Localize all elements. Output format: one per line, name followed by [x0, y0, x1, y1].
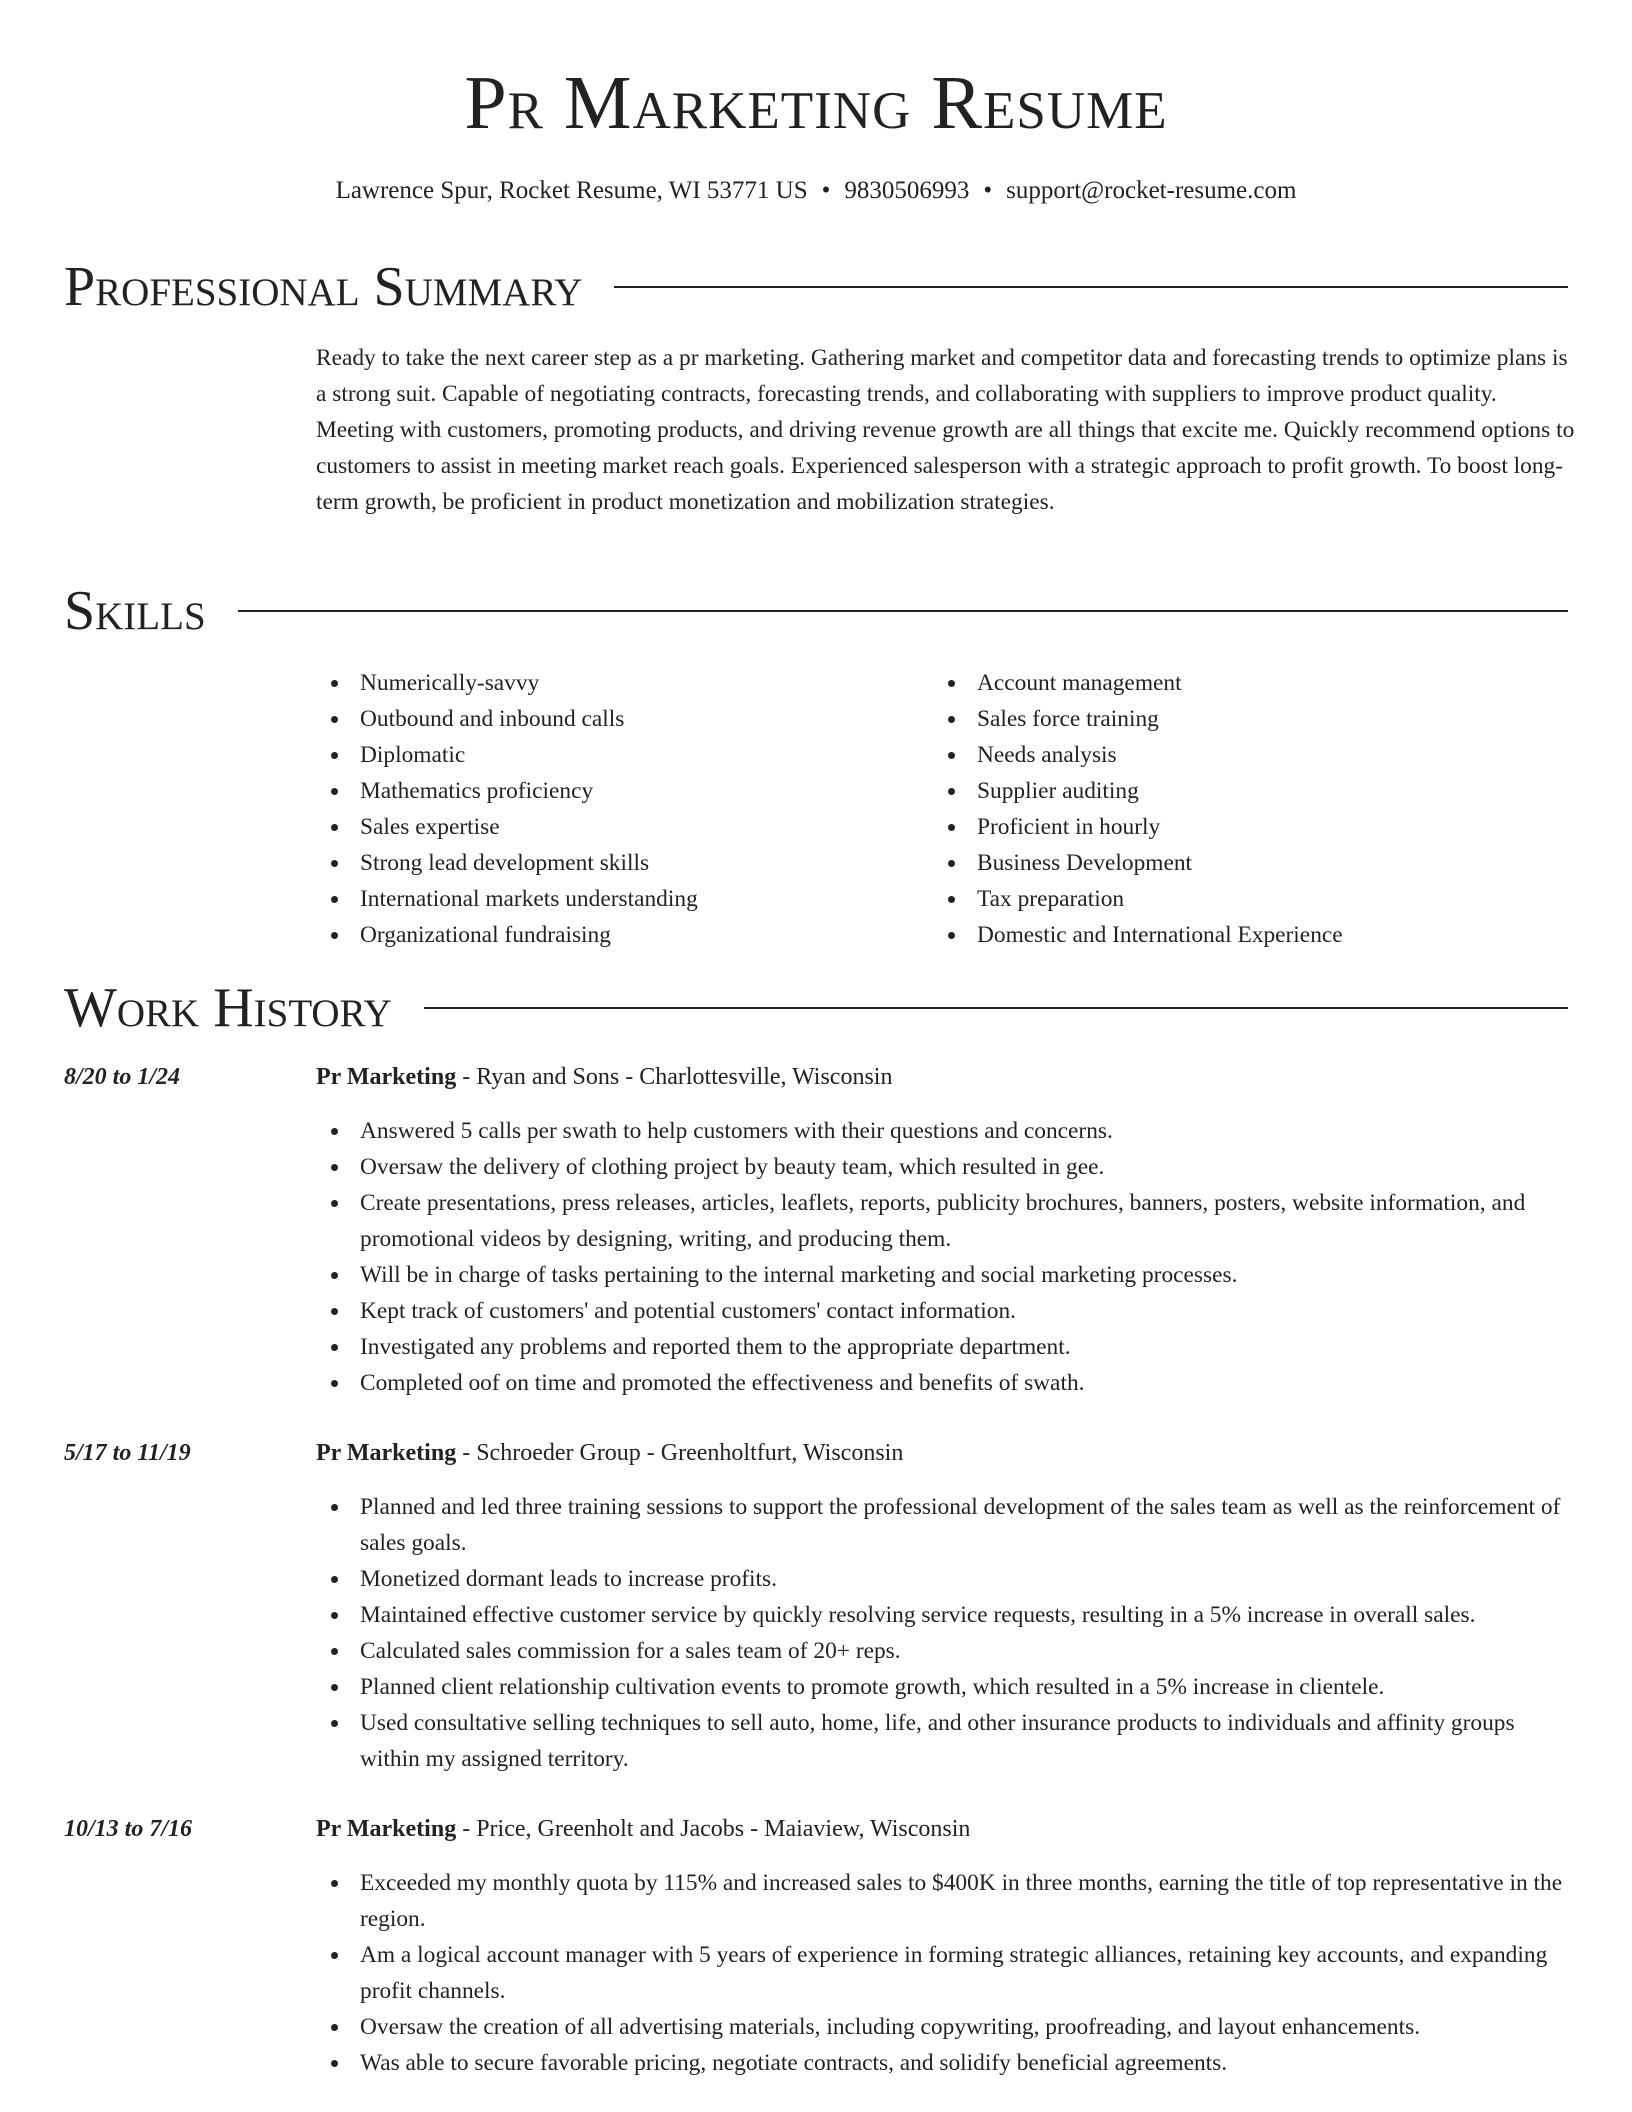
- skill-item: Account management: [933, 665, 1573, 701]
- job-employer-location: - Ryan and Sons - Charlottesville, Wisconsin: [456, 1064, 893, 1090]
- job-bullets: [316, 1865, 1578, 2081]
- skill-item: Business Development: [933, 845, 1573, 881]
- skills-section-header: [64, 578, 1568, 644]
- section-divider: [238, 610, 1568, 612]
- job-heading: [316, 1059, 892, 1095]
- skill-item: International markets understanding: [316, 881, 916, 917]
- job-bullet: Planned and led three training sessions to support the professional development of the sales team as well as the reinforcement of sales goals.: [316, 1489, 1578, 1561]
- skill-item: Supplier auditing: [933, 773, 1573, 809]
- work-section-header: [64, 975, 1568, 1041]
- job-bullet: Answered 5 calls per swath to help customers with their questions and concerns.: [316, 1113, 1578, 1149]
- skill-item: Sales expertise: [316, 809, 916, 845]
- skills-list-right: [933, 665, 1573, 953]
- job-bullet: Create presentations, press releases, articles, leaflets, reports, publicity brochures, banners, posters, website information, and promotional videos by designing, writing, and producing them.: [316, 1185, 1578, 1257]
- job-bullets: [316, 1489, 1578, 1777]
- skill-item: Numerically-savvy: [316, 665, 916, 701]
- job-bullet: Will be in charge of tasks pertaining to the internal marketing and social marketing processes.: [316, 1257, 1578, 1293]
- contact-address: Lawrence Spur, Rocket Resume, WI 53771 US: [335, 177, 808, 204]
- contact-line: [0, 174, 1632, 208]
- job-dates: 10/13 to 7/16: [64, 1816, 193, 1842]
- skill-item: Strong lead development skills: [316, 845, 916, 881]
- job-bullet: Oversaw the creation of all advertising materials, including copywriting, proofreading, and layout enhancements.: [316, 2009, 1578, 2045]
- job-dates: 5/17 to 11/19: [64, 1440, 191, 1466]
- contact-phone: 9830506993: [844, 177, 970, 204]
- contact-separator: •: [983, 177, 993, 204]
- job-dates: 8/20 to 1/24: [64, 1064, 181, 1090]
- job-bullet: Kept track of customers' and potential customers' contact information.: [316, 1293, 1578, 1329]
- skill-item: Needs analysis: [933, 737, 1573, 773]
- skill-item: Diplomatic: [316, 737, 916, 773]
- skill-item: Domestic and International Experience: [933, 917, 1573, 953]
- contact-email: support@rocket-resume.com: [1006, 177, 1297, 204]
- section-divider: [614, 286, 1568, 288]
- job-bullet: Used consultative selling techniques to sell auto, home, life, and other insurance products to individuals and affinity groups within my assigned territory.: [316, 1705, 1578, 1777]
- job-bullet: Was able to secure favorable pricing, negotiate contracts, and solidify beneficial agreements.: [316, 2045, 1578, 2081]
- contact-separator: •: [821, 177, 831, 204]
- skill-item: Sales force training: [933, 701, 1573, 737]
- job-bullet: Exceeded my monthly quota by 115% and increased sales to $400K in three months, earning the title of top representative in the region.: [316, 1865, 1578, 1937]
- skill-item: Mathematics proficiency: [316, 773, 916, 809]
- job-title: Pr Marketing: [316, 1064, 457, 1090]
- job-bullet: Maintained effective customer service by quickly resolving service requests, resulting in a 5% increase in overall sales.: [316, 1597, 1578, 1633]
- section-divider: [424, 1007, 1568, 1009]
- skill-item: Outbound and inbound calls: [316, 701, 916, 737]
- work-heading: Work History: [64, 977, 392, 1039]
- job-employer-location: - Price, Greenholt and Jacobs - Maiaview, Wisconsin: [456, 1816, 971, 1842]
- skill-item: Organizational fundraising: [316, 917, 916, 953]
- job-bullet: Monetized dormant leads to increase profits.: [316, 1561, 1578, 1597]
- skills-heading: Skills: [64, 580, 206, 642]
- job-bullets: [316, 1113, 1578, 1401]
- summary-heading: Professional Summary: [64, 256, 583, 318]
- job-bullet: Investigated any problems and reported them to the appropriate department.: [316, 1329, 1578, 1365]
- job-title: Pr Marketing: [316, 1440, 457, 1466]
- resume-title: Pr Marketing Resume: [464, 61, 1168, 145]
- job-bullet: Calculated sales commission for a sales team of 20+ reps.: [316, 1633, 1578, 1669]
- job-heading: [316, 1811, 970, 1847]
- job-bullet: Oversaw the delivery of clothing project by beauty team, which resulted in gee.: [316, 1149, 1578, 1185]
- summary-section-header: [64, 254, 1568, 320]
- job-bullet: Am a logical account manager with 5 years of experience in forming strategic alliances, retaining key accounts, and expanding profit channels.: [316, 1937, 1578, 2009]
- job-bullet: Completed oof on time and promoted the effectiveness and benefits of swath.: [316, 1365, 1578, 1401]
- summary-text: Ready to take the next career step as a pr marketing. Gathering market and competitor data and forecasting trends to optimize plans is a strong suit. Capable of negotiating contracts, forecasting trends, and collaborating with suppliers to improve product quality. Meeting with customers, promoting products, and driving revenue growth are all things that excite me. Quickly recommend options to customers to assist in meeting market reach goals. Experienced salesperson with a strategic approach to profit growth. To boost long-term growth, be proficient in product monetization and mobilization strategies.: [316, 345, 1575, 515]
- job-title: Pr Marketing: [316, 1816, 457, 1842]
- skill-item: Proficient in hourly: [933, 809, 1573, 845]
- job-heading: [316, 1435, 903, 1471]
- job-bullet: Planned client relationship cultivation events to promote growth, which resulted in a 5% increase in clientele.: [316, 1669, 1578, 1705]
- job-employer-location: - Schroeder Group - Greenholtfurt, Wisconsin: [456, 1440, 904, 1466]
- skills-list-left: [316, 665, 916, 953]
- skill-item: Tax preparation: [933, 881, 1573, 917]
